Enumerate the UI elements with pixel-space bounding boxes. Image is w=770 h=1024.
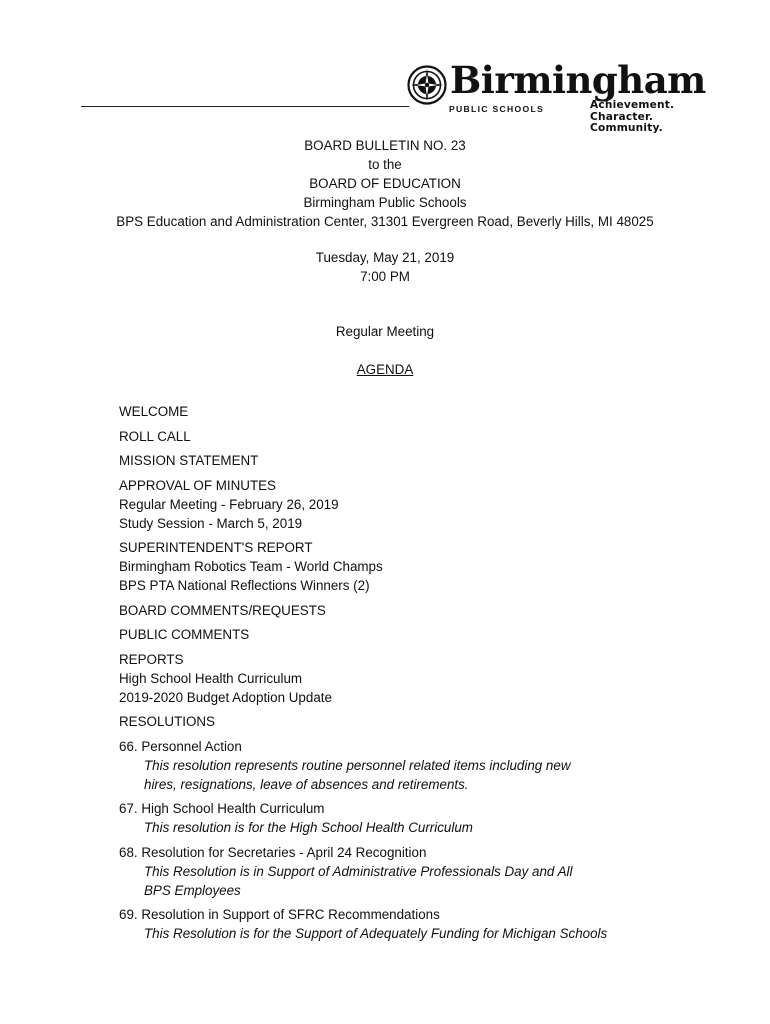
bulletin-header xyxy=(0,136,770,231)
resolution-title: 67. High School Health Curriculum xyxy=(119,801,325,816)
logo-subtitle: PUBLIC SCHOOLS xyxy=(449,104,545,114)
header-to-the: to the xyxy=(368,157,402,172)
agenda-superintendent-report xyxy=(119,538,739,595)
section-title: SUPERINTENDENT'S REPORT xyxy=(119,540,313,555)
agenda-reports xyxy=(119,650,739,707)
resolution-title: 68. Resolution for Secretaries - April 24 Recognition xyxy=(119,844,427,860)
agenda-welcome: WELCOME xyxy=(119,404,189,419)
resolution-title: 69. Resolution in Support of SFRC Recommendations xyxy=(119,907,440,922)
agenda-mission-statement: MISSION STATEMENT xyxy=(119,453,259,468)
list-item: High School Health Curriculum xyxy=(119,670,303,686)
resolution-68 xyxy=(119,843,739,900)
agenda-roll-call: ROLL CALL xyxy=(119,428,191,444)
list-item: 2019-2020 Budget Adoption Update xyxy=(119,689,332,705)
district-name: Birmingham Public Schools xyxy=(303,195,467,210)
compass-emblem-icon xyxy=(407,65,447,105)
resolution-66 xyxy=(119,737,739,794)
list-item: BPS PTA National Reflections Winners (2) xyxy=(119,578,370,593)
agenda-resolutions-title: RESOLUTIONS xyxy=(119,714,215,729)
resolution-description: hires, resignations, leave of absences and retirements. xyxy=(144,776,469,792)
meeting-location: BPS Education and Administration Center, 31301 Evergreen Road, Beverly Hills, MI 48025 xyxy=(116,214,654,229)
resolution-title: 66. Personnel Action xyxy=(119,738,242,754)
header-rule xyxy=(81,106,409,107)
board-name: BOARD OF EDUCATION xyxy=(309,176,461,191)
meeting-date: Tuesday, May 21, 2019 xyxy=(315,250,455,265)
list-item: Study Session - March 5, 2019 xyxy=(119,515,303,531)
list-item: Regular Meeting - February 26, 2019 xyxy=(119,496,339,512)
tagline-achievement: Achievement. xyxy=(590,99,675,111)
agenda-public-comments: PUBLIC COMMENTS xyxy=(119,627,250,642)
resolution-description: This Resolution is in Support of Administrative Professionals Day and All xyxy=(144,863,573,879)
logo-tagline xyxy=(590,100,674,135)
agenda-title-text: AGENDA xyxy=(356,362,414,377)
section-title: APPROVAL OF MINUTES xyxy=(119,477,276,493)
bulletin-number: BOARD BULLETIN NO. 23 xyxy=(304,138,466,153)
agenda-list xyxy=(119,402,739,949)
tagline-character: Character. xyxy=(590,110,654,123)
resolution-description: This resolution is for the High School Health Curriculum xyxy=(144,820,473,835)
agenda-board-comments: BOARD COMMENTS/REQUESTS xyxy=(119,602,326,618)
resolution-description: This resolution represents routine personnel related items including new xyxy=(144,757,571,773)
resolution-description: This Resolution is for the Support of Adequately Funding for Michigan Schools xyxy=(144,926,608,941)
meeting-datetime xyxy=(0,248,770,286)
district-logo xyxy=(407,58,706,140)
section-title: REPORTS xyxy=(119,651,184,667)
agenda-title xyxy=(0,362,770,377)
resolution-description: BPS Employees xyxy=(144,882,241,898)
list-item: Birmingham Robotics Team - World Champs xyxy=(119,559,383,574)
meeting-time: 7:00 PM xyxy=(360,269,410,284)
resolution-67 xyxy=(119,799,739,837)
resolution-69 xyxy=(119,905,739,943)
tagline-community: Community. xyxy=(590,122,663,135)
agenda-approval-of-minutes xyxy=(119,476,739,533)
logo-wordmark: Birmingham xyxy=(450,58,706,102)
meeting-type: Regular Meeting xyxy=(335,324,435,339)
